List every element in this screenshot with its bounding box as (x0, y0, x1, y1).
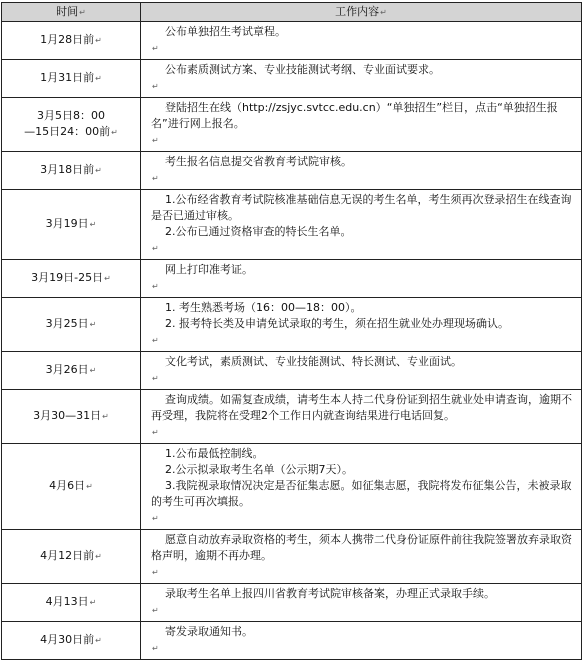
table-row (2, 260, 582, 298)
paragraph-mark: ↵ (89, 366, 97, 375)
time-text: 3月25日↵ (45, 317, 97, 330)
paragraph-mark: ↵ (152, 82, 159, 91)
content-text: 1.公布经省教育考试院核准基础信息无误的考生名单，考生须再次登录招生在线查询是否已通过审核。 (151, 193, 572, 222)
row-time (2, 352, 141, 390)
paragraph-mark: ↵ (152, 44, 159, 53)
time-text: 4月6日↵ (49, 479, 93, 492)
content-text: 2.公示拟录取考生名单（公示期7天）。 (165, 463, 353, 476)
content-text: 1. 考生熟悉考场（16：00—18：00）。 (165, 301, 362, 314)
row-time (2, 60, 141, 98)
table-row (2, 622, 582, 660)
paragraph-mark: ↵ (95, 552, 102, 561)
table-row (2, 298, 582, 352)
paragraph-mark: ↵ (152, 136, 159, 145)
paragraph-mark: ↵ (152, 374, 159, 383)
paragraph-mark: ↵ (152, 174, 159, 183)
paragraph-mark: ↵ (152, 282, 159, 291)
paragraph-mark: ↵ (111, 128, 118, 137)
time-text: 3月19日-25日↵ (31, 271, 111, 284)
header-content: 工作内容↵ (141, 3, 582, 22)
table-row (2, 530, 582, 584)
content-text: 寄发录取通知书。 (165, 625, 253, 638)
row-content (141, 98, 582, 152)
paragraph-mark: ↵ (95, 74, 102, 83)
paragraph-mark: ↵ (95, 636, 102, 645)
row-time (2, 260, 141, 298)
paragraph-mark: ↵ (89, 320, 97, 329)
row-time (2, 190, 141, 260)
paragraph-mark: ↵ (152, 606, 159, 615)
time-text: 3月30—31日↵ (33, 409, 109, 422)
table-row (2, 152, 582, 190)
time-text: 4月13日↵ (45, 595, 97, 608)
paragraph-mark: ↵ (95, 166, 102, 175)
row-content (141, 530, 582, 584)
row-content (141, 584, 582, 622)
table-row (2, 444, 582, 530)
row-content (141, 390, 582, 444)
table-row (2, 352, 582, 390)
row-content (141, 60, 582, 98)
time-text: 3月5日8：00 (37, 109, 105, 122)
row-time (2, 22, 141, 60)
content-text: 3.我院视录取情况决定是否征集志愿。如征集志愿，我院将发布征集公告，未被录取的考生可再次填报。 (151, 479, 572, 508)
paragraph-mark: ↵ (102, 412, 109, 421)
row-time (2, 622, 141, 660)
paragraph-mark: ↵ (152, 244, 159, 253)
paragraph-mark: ↵ (152, 568, 159, 577)
content-text: 录取考生名单上报四川省教育考试院审核备案，办理正式录取手续。 (165, 587, 495, 600)
header-time: 时间↵ (2, 3, 141, 22)
content-text: 登陆招生在线（http://zsjyc.svtcc.edu.cn）“单独招生”栏目，点击“单独招生报名”进行网上报名。 (151, 101, 558, 130)
schedule-table (1, 2, 582, 660)
content-text: 1.公布最低控制线。 (165, 447, 264, 460)
paragraph-mark: ↵ (152, 336, 159, 345)
row-content (141, 260, 582, 298)
time-text: 1月28日前↵ (40, 33, 102, 46)
paragraph-mark: ↵ (89, 220, 97, 229)
row-time (2, 98, 141, 152)
content-text: 公布单独招生考试章程。 (165, 25, 286, 38)
row-time (2, 584, 141, 622)
paragraph-mark: ↵ (152, 644, 159, 653)
row-time (2, 444, 141, 530)
header-row (2, 3, 582, 22)
row-time (2, 530, 141, 584)
content-text: 网上打印准考证。 (165, 263, 253, 276)
table-row (2, 390, 582, 444)
paragraph-mark: ↵ (89, 598, 97, 607)
row-time (2, 298, 141, 352)
table-row (2, 60, 582, 98)
paragraph-mark: ↵ (152, 428, 159, 437)
content-text: 愿意自动放弃录取资格的考生，须本人携带二代身份证原件前往我院签署放弃录取资格声明，逾期不再办理。 (151, 533, 572, 562)
row-content (141, 622, 582, 660)
paragraph-mark: ↵ (95, 36, 102, 45)
time-text: —15日24：00前↵ (24, 125, 118, 138)
paragraph-mark: ↵ (104, 274, 111, 283)
row-content (141, 298, 582, 352)
row-content (141, 352, 582, 390)
table-row (2, 22, 582, 60)
row-content (141, 22, 582, 60)
time-text: 1月31日前↵ (40, 71, 102, 84)
table-row (2, 190, 582, 260)
time-text: 4月30日前↵ (40, 633, 102, 646)
time-text: 3月19日↵ (45, 217, 97, 230)
row-time (2, 152, 141, 190)
content-text: 考生报名信息提交省教育考试院审核。 (165, 155, 352, 168)
row-content (141, 444, 582, 530)
content-text: 2. 报考特长类及申请免试录取的考生，须在招生就业处办理现场确认。 (165, 317, 509, 330)
content-text: 2.公布已通过资格审查的特长生名单。 (165, 225, 352, 238)
table-row (2, 98, 582, 152)
time-text: 3月26日↵ (45, 363, 97, 376)
paragraph-mark: ↵ (152, 514, 159, 523)
row-content (141, 152, 582, 190)
content-text: 文化考试，素质测试、专业技能测试、特长测试、专业面试。 (165, 355, 462, 368)
content-text: 公布素质测试方案、专业技能测试考纲、专业面试要求。 (165, 63, 440, 76)
table-row (2, 584, 582, 622)
row-content (141, 190, 582, 260)
content-text: 查询成绩。如需复查成绩，请考生本人持二代身份证到招生就业处申请查询，逾期不再受理，我院将在受理2个工作日内就查询结果进行电话回复。 (151, 393, 572, 422)
time-text: 4月12日前↵ (40, 549, 102, 562)
time-text: 3月18日前↵ (40, 163, 102, 176)
paragraph-mark: ↵ (86, 482, 93, 491)
row-time (2, 390, 141, 444)
